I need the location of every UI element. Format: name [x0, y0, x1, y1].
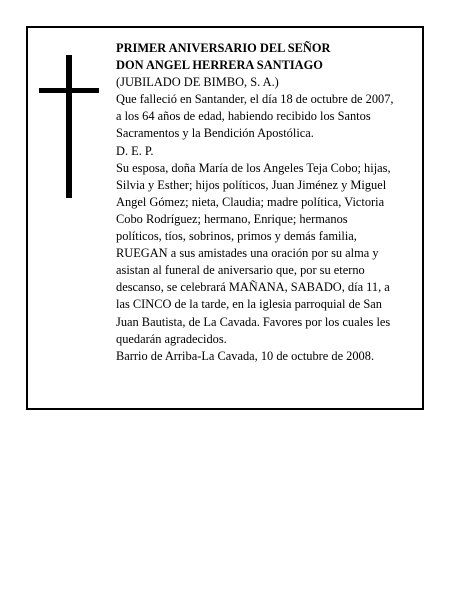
- notice-body-line: Su esposa, doña María de los Angeles Teja Cobo; hijas,: [116, 160, 391, 175]
- notice-body-line: descanso, se celebrará MAÑANA, SABADO, día 11, a: [116, 280, 390, 295]
- notice-body-line: (JUBILADO DE BIMBO, S. A.): [116, 75, 279, 90]
- notice-body-line: Silvia y Esther; hijos políticos, Juan Jiménez y Miguel: [116, 177, 387, 192]
- notice-body-line: asistan al funeral de aniversario que, por su eterno: [116, 263, 365, 278]
- notice-body-line: las CINCO de la tarde, en la iglesia parroquial de San: [116, 297, 382, 312]
- notice-body-line: quedarán agradecidos.: [116, 331, 227, 346]
- notice-body-line: Juan Bautista, de La Cavada. Favores por los cuales les: [116, 314, 391, 329]
- notice-body-line: a los 64 años de edad, habiendo recibido los Santos: [116, 109, 371, 124]
- cross-vertical-bar: [66, 55, 72, 198]
- notice-title-line: PRIMER ANIVERSARIO DEL SEÑOR: [116, 41, 331, 55]
- cross-horizontal-bar: [39, 88, 99, 93]
- notice-name-line: DON ANGEL HERRERA SANTIAGO: [116, 58, 323, 73]
- notice-body-line: D. E. P.: [116, 143, 154, 158]
- obituary-notice: [26, 26, 424, 410]
- cross-icon: [39, 55, 101, 198]
- notice-body-line: Cobo Rodríguez; hermano, Enrique; hermanos: [116, 211, 348, 226]
- notice-body-line: Barrio de Arriba-La Cavada, 10 de octubre de 2008.: [116, 348, 375, 363]
- notice-body-line: políticos, tíos, sobrinos, primos y demás familia,: [116, 229, 357, 244]
- notice-body-line: Angel Gómez; nieta, Claudia; madre política, Victoria: [116, 194, 385, 209]
- notice-body-line: Que falleció en Santander, el día 18 de octubre de 2007,: [116, 92, 394, 107]
- notice-text: [116, 40, 422, 365]
- notice-body-line: Sacramentos y la Bendición Apostólica.: [116, 126, 314, 141]
- notice-body-line: RUEGAN a sus amistades una oración por su alma y: [116, 246, 379, 261]
